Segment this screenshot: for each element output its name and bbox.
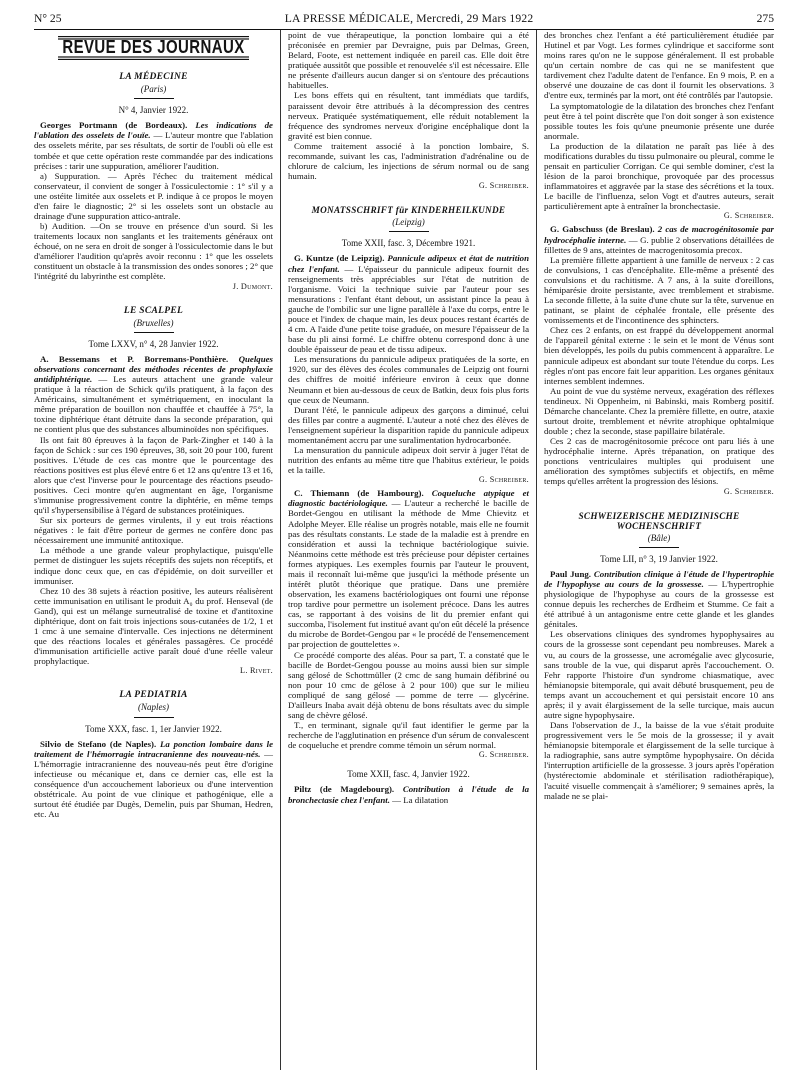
article-paragraph: b) Audition. —On se trouve en présence d'un sourd. Si les traitements locaux non sanglants et les traitements généraux ont échoué, on ne sera en droit de songer à l'ossiculectomie dans le but d'améliorer l'audition qu'après avoir reconnu : 1° que les osselets constituent un obstacle à la transmission des ondes sonores ; 2° que l'intégrité du labyrinthe est complète. — [34, 221, 273, 282]
article-text: — L'hypertrophie physiologique de l'hypophyse au cours de la grossesse est connue depuis les recherches de Erdheim et Stumme. Ce fait a été attribué à un antagonisme entre cette glande et les glandes génitales. — [544, 578, 774, 630]
journal-rule — [639, 547, 679, 548]
article-paragraph: Ces 2 cas de macrogénitosomie précoce ont paru liés à une hydrocéphalie interne. Après trépanation, on pratique des ponctions ventriculaires multiples qui produisent une amélioration des symptômes subjectifs et objectifs, en même temps qu'elles arrêtent la progression des lésions. — [544, 436, 774, 487]
article-paragraph: T., en terminant, signale qu'il faut identifier le germe par la recherche de l'agglutination en présence d'un sérum de convalescent de coqueluche et prendre comme témoin un sérum normal. — [288, 720, 529, 751]
article-paragraph: Chez 10 des 38 sujets à réaction positive, les auteurs réalisèrent cette immunisation en utilisant le produit A₀ du prof. Henseval (de Gand), qui est un mélange surneutralisé de toxine et d'antitoxine diphtérique, dont on fait trois injections sous-cutanées de 1/2, 1 et 1 cmc à une semaine d'intervalle. Ces injections ne déterminent que des réactions locales et générales passagères. Ce procédé d'immunisation artificielle active paraît doué d'une réelle valeur prophylactique. — [34, 585, 273, 667]
article-paragraph — [544, 224, 774, 254]
issue-line: N° 4, Janvier 1922. — [118, 105, 189, 116]
journal-place: (Bruxelles) — [133, 317, 174, 328]
article-author: G. Gabschuss (de Breslau). — [550, 224, 655, 235]
article-title: Coqueluche atypique et diagnostic bactériologique. — [288, 488, 529, 509]
article-author: G. Kuntze (de Leipzig). — [294, 253, 385, 264]
journal-page — [34, 12, 774, 1074]
article-title: Pannicule adipeux et état de nutrition chez l'enfant. — [288, 253, 530, 274]
journal-name: LA MÉDECINE — [119, 72, 188, 83]
journal-name: LA PEDIATRIA — [119, 690, 188, 701]
article-title: Quelques observations concernant des méthodes récentes de prophylaxie antidiphtérique. — [34, 353, 273, 385]
article-text: — L'hémorragie intracranienne des nouveau-nés peut être d'origine infectieuse ou mécanique et, dans ce dernier cas, elle est la conséquence d'un accouchement laborieux ou d'une intervention obstétricale. Au point de vue clinique et pathogénique, elle a surtout été étudiée par Dugès, Demelin, puis par Shuman, Hedren, etc. Au — [34, 748, 273, 820]
article-paragraph: La mensuration du pannicule adipeux doit servir à juger l'état de nutrition des enfants au même titre que l'habitus extérieur, le poids et la taille. — [288, 444, 529, 476]
journal-name: MONATSSCHRIFT für KINDERHEILKUNDE — [311, 205, 506, 216]
article-paragraph: La symptomatologie de la dilatation des bronches chez l'enfant peut être à tel point discrète que l'on doit songer à son existence possible toutes les fois qu'une pneumonie présente une durée anormale. — [544, 100, 774, 141]
issue-line: Tome XXII, fasc. 3, Décembre 1921. — [341, 238, 476, 249]
signature: G. Schreiber. — [478, 750, 529, 760]
article-title: Les indications de l'ablation des osselets de l'ouïe. — [34, 120, 273, 141]
article-title: La ponction lombaire dans le traitement de l'hémorragie intracranienne des nouveau-nés. — [34, 738, 273, 759]
article-paragraph: Ce procédé comporte des aléas. Pour sa part, T. a constaté que le bacille de Bordet-Gengou pousse au moins aussi bien sur simple sang gélosé de Schottmüller (2 cmc de sang humain défibriné ou non pour 10 cmc de gélose à 2 pour 100) que sur le milieu compliqué de sang gélosé — pomme de terre — glycérine. D'ailleurs Inaba avait déjà obtenu de bons résultats avec du simple sang de chèvre gélosé. — [288, 649, 529, 720]
article-paragraph — [34, 354, 273, 435]
signature: L. Rivet. — [240, 666, 273, 676]
article-paragraph: La méthode a une grande valeur prophylactique, puisqu'elle permet de distinguer les sujets réceptifs des sujets non réceptifs, et indique donc ceux que, en cas d'épidémie, on doit surveiller et immuniser. — [34, 545, 273, 586]
signature: G. Schreiber. — [478, 181, 529, 191]
issue-line: Tome LII, n° 3, 19 Janvier 1922. — [600, 553, 718, 564]
article-paragraph: Ils ont fait 80 épreuves à la façon de Park-Zingher et 140 à la façon de Schick : sur ces 190 épreuves, 38, soit 20 pour 100, furent positives. L'étude de ces cas montre que le pourcentage des réactions positives est plus élevé entre 6 et 12 ans qu'entre 13 et 16, alors que c'est l'inverse pour le pourcentage des réactions pseudo-positives. Ceci montre qu'en augmentant en âge, l'organisme s'immunise progressivement contre la diphtérie, en même temps qu'il s'hypersensibilise à l'égard de substances protéiniques. — [34, 434, 273, 516]
article-paragraph: La production de la dilatation ne paraît pas liée à des modifications durables du tissu pulmonaire ou pleural, comme le pensait en particulier Corrigan. Ce qui semble dominer, c'est la lésion de la paroi bronchique, provoquée par des processus inflammatoires et aggravée par la stase des sécrétions et la toux. Le bacille de l'influenza, selon Vogt et d'autres auteurs, serait particulièrement apte à entraîner la bronchectasie. — [544, 140, 774, 212]
article-paragraph: Chez ces 2 enfants, on est frappé du développement anormal de l'appareil génital externe : le sein et le mont de Vénus sont bien développés, les poils du pubis commencent à apparaître. Le pannicule adipeux est abondant sur toute l'étendue du corps. Les règles n'ont pas encore fait leur apparition. Les organes génitaux internes semblent indemnes. — [544, 325, 774, 386]
article-paragraph: Les bons effets qui en résultent, tant immédiats que tardifs, paraissent devoir être attribués à la décompression des centres nerveux. Pratiquée systématiquement, elle réduit notablement la fréquence des syndromes nerveux d'origine encéphalique dont la gravité est bien connue. — [288, 90, 529, 141]
signature: J. Dumont. — [232, 281, 273, 291]
article-text: — L'auteur a recherché le bacille de Bordet-Gengou en utilisant la méthode de Mme Chievitz et Adolphe Meyer. Elle réalise un progrès notable, mais elle ne fournit pas des résultats constants. Le stade de la maladie est à prendre en considération et aussi la technique bactériologique suivie. Néanmoins cette méthode est très précieuse pour dépister certaines formes atypiques. Les exemples fournis par l'auteur le prouvent, mais il reconnaît lui-même que jusqu'ici la méthode présente un intérêt plutôt théorique que pratique. Dans une première observation, les examens bactériologiques ont fourni une réponse trop tardive pour permettre un isolement précoce. Dans les autres cas, se rapportant à des voisins de lit du premier enfant qui succomba, l'isolement fut institué avant qu'on eût décelé la présence du microbe de Bordet-Gengou par « le procédé de l'ensemencement par projection de gouttelettes ». — [288, 498, 529, 650]
journal-name: LE SCALPEL — [123, 305, 184, 316]
article-paragraph: des bronches chez l'enfant a été particulièrement étudiée par Hutinel et par Vogt. Les formes cylindrique et sacciforme sont moins rares qu'on ne le suppose généralement. Il est probable qu'un certain nombre de cas qui ne se manifestent que tardivement chez l'adulte datent de l'enfance. En 9 mois, P. en a observé une douzaine de cas dont il fournit les observations. 3 d'entre eux, terminés par la mort, ont été contrôlés par l'autopsie. — [544, 30, 774, 101]
article-text: — L'auteur montre que l'ablation des osselets mérite, par ses résultats, de sortir de l'oubli où elle est tombée et que cette opération reste commandée par des indications précises : tarir une suppuration, améliorer l'audition. — [34, 130, 273, 171]
article-author: Paul Jung. — [550, 568, 591, 579]
article-text: — G. publie 2 observations détaillées de fillettes de 9 ans, atteintes de macrogenitosomia precox. — [544, 234, 774, 255]
article-text: — Les auteurs attachent une grande valeur pratique à la réaction de Schick qu'ils pratiquent, à la façon des Américains, simultanément et symétriquement, en inoculant la même préparation de bouillon non chauffée et chauffée à 75°, la toxine diphtérique étant détruite dans la seconde préparation, qui ne contient plus que des substances albuminoïdes non spécifiques. — [34, 374, 273, 435]
article-author: Silvio de Stefano (de Naples). — [40, 738, 157, 749]
article-text: — La dilatation — [392, 794, 449, 805]
article-title: 2 cas de macrogénitosomie par hydrocéphalie interne. — [544, 224, 774, 245]
journal-rule — [134, 717, 174, 718]
article-author: Georges Portmann (de Bordeaux). — [40, 120, 188, 131]
running-header — [34, 12, 774, 26]
article-author: A. Bessemans et P. Borremans-Ponthière. — [40, 353, 229, 364]
article-title: Contribution clinique à l'étude de l'hypertrophie de l'hypophyse au cours de la grossesse. — [544, 568, 774, 589]
article-paragraph: Dans l'observation de J., la baisse de la vue s'était produite progressivement vers le 5e mois de la grossesse; il y avait hémianopsie bitemporale et élargissement de la selle turcique à la radiographie, sans autre symptôme hypophysaire. On décida l'interruption artificielle de la grossesse. 3 jours après l'opération (hystérectomie abdominale et stérilisation radiothérapique), l'acuité visuelle commençait à s'améliorer; 9 semaines après, la malade ne se plai- — [544, 720, 774, 801]
journal-rule — [134, 98, 174, 99]
article-paragraph: La première fillette appartient à une famille de nerveux : 2 cas de convulsions, 1 cas d'encéphalite. Elle-même a présenté des convulsions et du rachitisme. A 7 ans, à la suite d'oreillons, hémiparésie droite persistante, avec tremblement et strabisme. La seconde fillette, à la suite d'une chute sur la tête, survenue en patinant, se plaint de céphalée frontale, elle présente des vomissements et de l'incontinence des sphincters. — [544, 254, 774, 326]
journal-rule — [134, 332, 174, 333]
article-paragraph — [34, 739, 273, 820]
column-1 — [34, 30, 280, 1070]
signature: G. Schreiber. — [723, 486, 774, 496]
article-paragraph: Sur six porteurs de germes virulents, il y eut trois réactions négatives : le fait d'être porteur de germes ne confère donc pas nécessairement une immunité antitoxique. — [34, 515, 273, 546]
article-paragraph — [288, 784, 529, 804]
journal-place: (Leipzig) — [392, 217, 425, 228]
article-paragraph: Au point de vue du système nerveux, exagération des réflexes tendineux. Ni Oppenheim, ni Babinski, mais Romberg positif. Démarche chancelante. Chez la première fillette, en outre, ataxie surtout droite, tremblement et névrite atrophique ophtalmique double ; chez la seconde, stase papillaire bilatérale. — [544, 385, 774, 437]
article-paragraph — [288, 253, 529, 354]
journal-place: (Naples) — [138, 702, 169, 713]
text-columns — [34, 30, 774, 1070]
column-2 — [280, 30, 536, 1070]
page-label: N° 25 — [34, 12, 62, 25]
issue-line: Tome XXX, fasc. 1, 1er Janvier 1922. — [85, 723, 222, 734]
journal-name: SCHWEIZERISCHE MEDIZINISCHE WOCHENSCHRIFT — [578, 510, 740, 531]
article-paragraph — [288, 488, 529, 649]
masthead-line: LA PRESSE MÉDICALE, Mercredi, 29 Mars 1922 — [284, 12, 534, 25]
issue-line: Tome LXXV, n° 4, 28 Janvier 1922. — [88, 338, 219, 349]
article-paragraph: Les observations cliniques des syndromes hypophysaires au cours de la grossesse sont cependant peu nombreuses. Marek a vu, au cours de la grossesse, une acromégalie avec glycosurie, sans trouble de la vue, qui disparut après l'accouchement. O. Fehr rapporte l'histoire d'un syndrome chiasmatique, avec hémianopsie bitemporale, qui avait débuté brusquement, peu de temps avant un accouchement et qui persistait encore 10 ans après; il y avait élargissement de la selle turcique, mais aucun autre signe hypophysaire. — [544, 629, 774, 720]
signature: G. Schreiber. — [723, 211, 774, 221]
page-number: 275 — [756, 12, 774, 25]
article-paragraph — [34, 120, 273, 170]
column-3 — [536, 30, 774, 1070]
article-paragraph: a) Suppuration. — Après l'échec du traitement médical conservateur, il convient de songer à l'ossiculectomie : 1° s'il y a une ostéite limitée aux osselets et P. indique à ce propos le moyen d'en faire le diagnostic; 2° si les osselets sont un obstacle au drainage d'une suppuration attico-antrale. — [34, 170, 273, 222]
issue-line: Tome XXII, fasc. 4, Janvier 1922. — [347, 769, 470, 780]
article-paragraph: Comme traitement associé à la ponction lombaire, S. recommande, suivant les cas, l'administration d'adrénaline ou de chlorure de calcium, les injections de sérum normal ou de sang humain. — [288, 140, 529, 182]
signature: G. Schreiber. — [478, 475, 529, 485]
spacer — [288, 763, 529, 767]
article-text: — L'épaisseur du pannicule adipeux fournit des renseignements très appréciables sur l'état de nutrition de l'organisme. Voici la technique suivie par l'auteur pour ses mensurations : l'enfant étant debout, un assistant pince la peau à gauche de l'ombilic sur une ligne parallèle à l'axe du corps, entre le pouce et l'index de chaque main, les deux pouces restant écartés de 4 cm. A l'aide d'une petite toise graduée, on mesure l'épaisseur de la base du pli ainsi formé. Le chiffre obtenu correspond donc à une double épaisseur de peau et de tissu adipeux. — [288, 263, 529, 355]
journal-place: (Paris) — [140, 84, 167, 95]
article-title: Contribution à l'étude de la bronchectasie chez l'enfant. — [288, 784, 529, 805]
article-paragraph — [544, 569, 774, 629]
article-paragraph: Les mensurations du pannicule adipeux pratiquées de la sorte, en 1920, sur des élèves des écoles communales de Leipzig ont fourni des chiffres de moitié inférieure environ à ceux que donne Neumann et bien au-dessous de ceux de Batkin, deux fois plus forts que ceux de Neumann. — [288, 354, 529, 405]
article-author: C. Thiemann (de Hambourg). — [294, 488, 424, 499]
article-paragraph: Durant l'été, le pannicule adipeux des garçons a diminué, celui des filles par contre a augmenté. L'auteur a noté chez des élèves de l'enseignement supérieur la disparition rapide du pannicule adipeux momentanément accru par une suralimentation hydrocarbonée. — [288, 404, 529, 445]
article-author: Piltz (de Magdebourg). — [294, 784, 395, 795]
section-title: REVUE DES JOURNAUX — [58, 36, 248, 60]
journal-rule — [389, 231, 429, 232]
journal-place: (Bâle) — [647, 532, 671, 543]
section-banner — [34, 38, 273, 58]
article-paragraph: point de vue thérapeutique, la ponction lombaire qui a été préconisée en premier par Devraigne, puis par Delmas, Green, Belard, Foote, est nettement indiquée en pareil cas. Elle doit être pratiquée aussitôt que possible et renouvelée s'il est nécessaire. Elle ne présente d'ailleurs aucun danger si on s'entoure des précautions habituelles. — [288, 30, 529, 91]
